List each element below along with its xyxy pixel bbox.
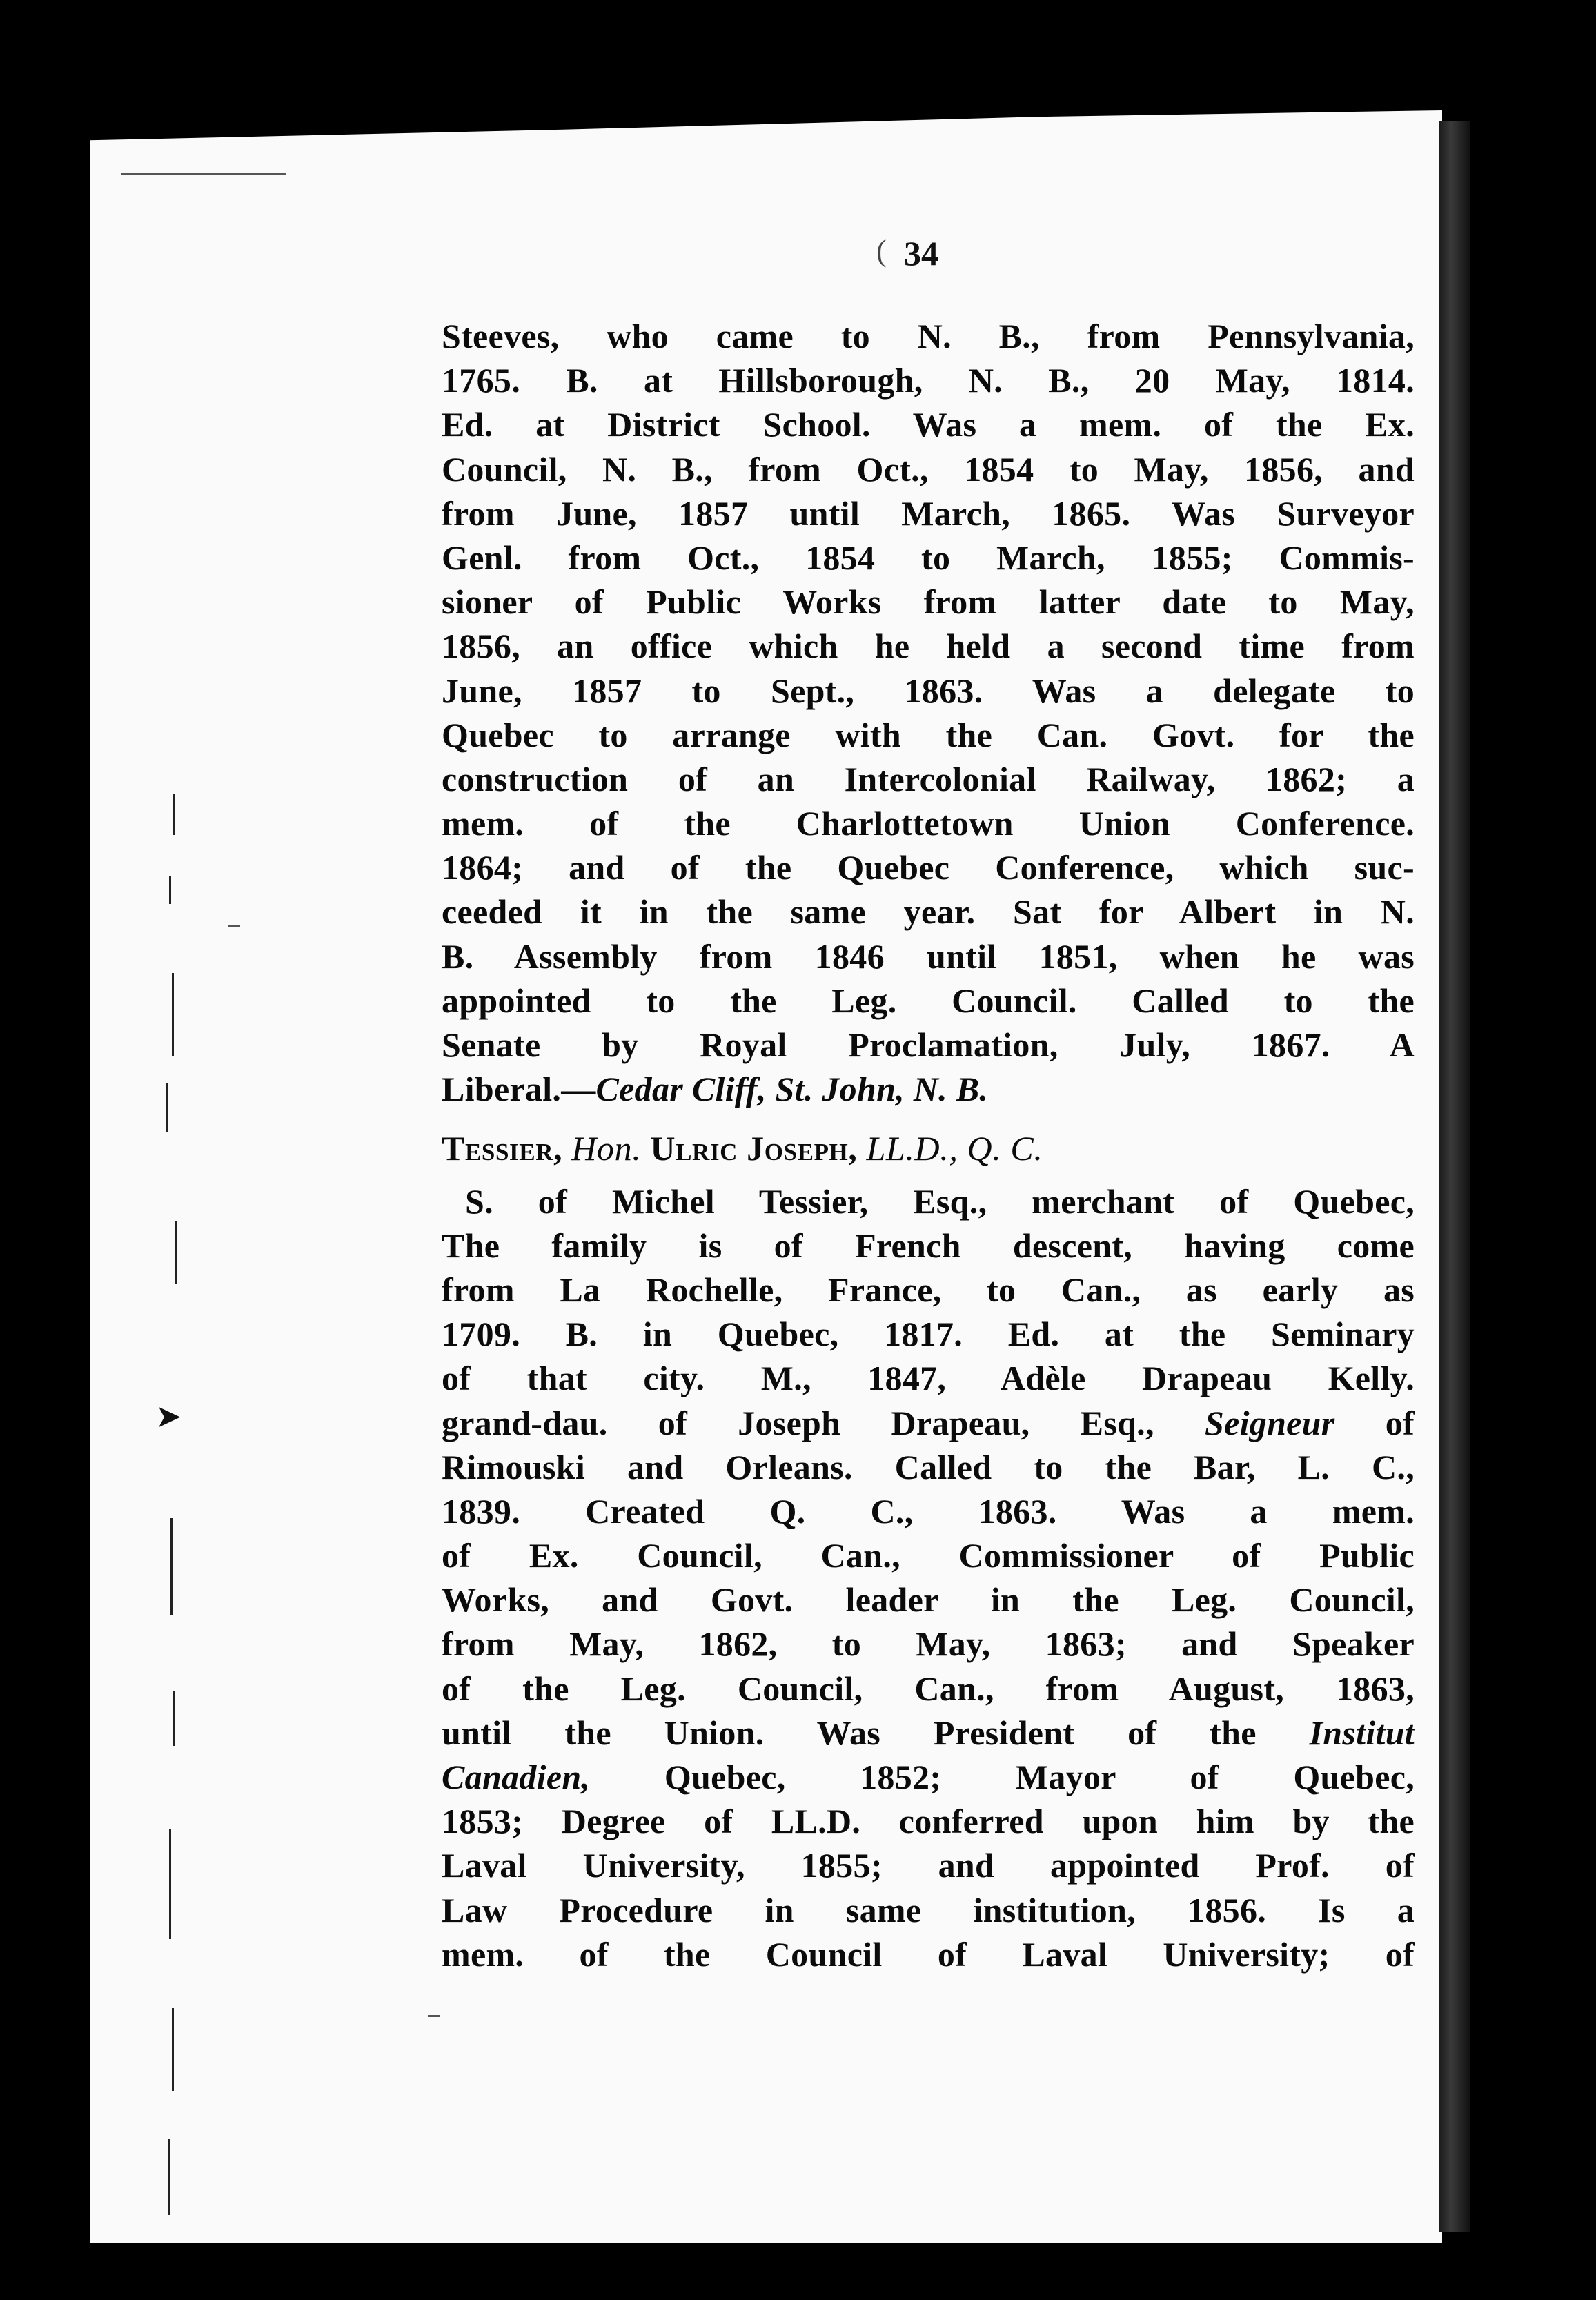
text-line: appointed to the Leg. Council. Called to the: [442, 981, 1415, 1020]
entry-surname: Tessier,: [442, 1129, 563, 1168]
text-line: B. Assembly from 1846 until 1851, when he was: [442, 936, 1415, 976]
text-line: until the Union. Was President of the Institut: [442, 1713, 1415, 1752]
body-text: [442, 314, 1415, 1976]
text-line: 1839. Created Q. C., 1863. Was a mem.: [442, 1491, 1415, 1531]
text-line: mem. of the Council of Laval University; of: [442, 1934, 1415, 1974]
text-line: mem. of the Charlottetown Union Conference.: [442, 804, 1415, 843]
text-line: Rimouski and Orleans. Called to the Bar, L. C.,: [442, 1447, 1415, 1486]
liberal-label: Liberal.—: [442, 1070, 596, 1109]
text-line: Senate by Royal Proclamation, July, 1867. A: [442, 1025, 1415, 1064]
page-edge: [1439, 121, 1470, 2232]
text-line: Laval University, 1855; and appointed Prof. of: [442, 1846, 1415, 1885]
text-line: of that city. M., 1847, Adèle Drapeau Kelly.: [442, 1359, 1415, 1398]
text-line: [442, 1067, 1415, 1111]
text-line: of Ex. Council, Can., Commissioner of Public: [442, 1536, 1415, 1575]
text-line: 1709. B. in Quebec, 1817. Ed. at the Seminary: [442, 1315, 1415, 1354]
text-line: ceeded it in the same year. Sat for Albert in N.: [442, 892, 1415, 932]
text-line: grand-dau. of Joseph Drapeau, Esq., Seigneur of: [442, 1403, 1415, 1442]
text-line: Steeves, who came to N. B., from Pennsylvania,: [442, 317, 1415, 355]
margin-marks: [162, 794, 190, 2243]
text-line: Council, N. B., from Oct., 1854 to May, 1856, and: [442, 449, 1415, 489]
text-line: Works, and Govt. leader in the Leg. Council,: [442, 1580, 1415, 1620]
institut-name: Institut: [1309, 1713, 1415, 1752]
entry-given-names: Ulric Joseph,: [650, 1129, 858, 1168]
text-line: Genl. from Oct., 1854 to March, 1855; Commis-: [442, 538, 1415, 577]
text-line: of the Leg. Council, Can., from August, 1863,: [442, 1669, 1415, 1708]
seigneur-title: Seigneur: [1204, 1403, 1335, 1442]
margin-arrow-mark: ➤: [155, 1397, 182, 1435]
text-line: Quebec to arrange with the Can. Govt. for the: [442, 715, 1415, 754]
institut-name-cont: Canadien,: [442, 1758, 591, 1796]
text-line: from La Rochelle, France, to Can., as early as: [442, 1270, 1415, 1309]
entry-degrees: LL.D., Q. C.: [866, 1129, 1043, 1168]
text-line: from May, 1862, to May, 1863; and Speaker: [442, 1624, 1415, 1664]
text-line: 1765. B. at Hillsborough, N. B., 20 May, 1814.: [442, 361, 1415, 400]
text-line: Law Procedure in same institution, 1856. Is a: [442, 1890, 1415, 1929]
entry-honorific: Hon.: [571, 1129, 642, 1168]
text-line: S. of Michel Tessier, Esq., merchant of Quebec,: [465, 1181, 1415, 1221]
page-number: 34: [904, 234, 938, 273]
page-header: [876, 233, 1014, 275]
stray-mark: [428, 2015, 440, 2017]
text-line: 1864; and of the Quebec Conference, which suc-: [442, 848, 1415, 887]
text-line: Canadien, Quebec, 1852; Mayor of Quebec,: [442, 1758, 1415, 1796]
text-line: The family is of French descent, having come: [442, 1226, 1415, 1265]
text-line: from June, 1857 until March, 1865. Was Surveyor: [442, 493, 1415, 533]
stray-mark: [228, 925, 240, 927]
text-line: June, 1857 to Sept., 1863. Was a delegate to: [442, 671, 1415, 710]
entry-heading: [442, 1126, 1415, 1170]
text-line: 1856, an office which he held a second time from: [442, 627, 1415, 666]
top-scan-rule: [121, 173, 286, 175]
text-line: Ed. at District School. Was a mem. of the Ex.: [442, 405, 1415, 444]
text-line: 1853; Degree of LL.D. conferred upon him by the: [442, 1802, 1415, 1841]
text-line: construction of an Intercolonial Railway, 1862; a: [442, 759, 1415, 798]
text-line: sioner of Public Works from latter date to May,: [442, 582, 1415, 622]
header-bracket: (: [876, 234, 887, 268]
residence: Cedar Cliff, St. John, N. B.: [595, 1070, 989, 1109]
